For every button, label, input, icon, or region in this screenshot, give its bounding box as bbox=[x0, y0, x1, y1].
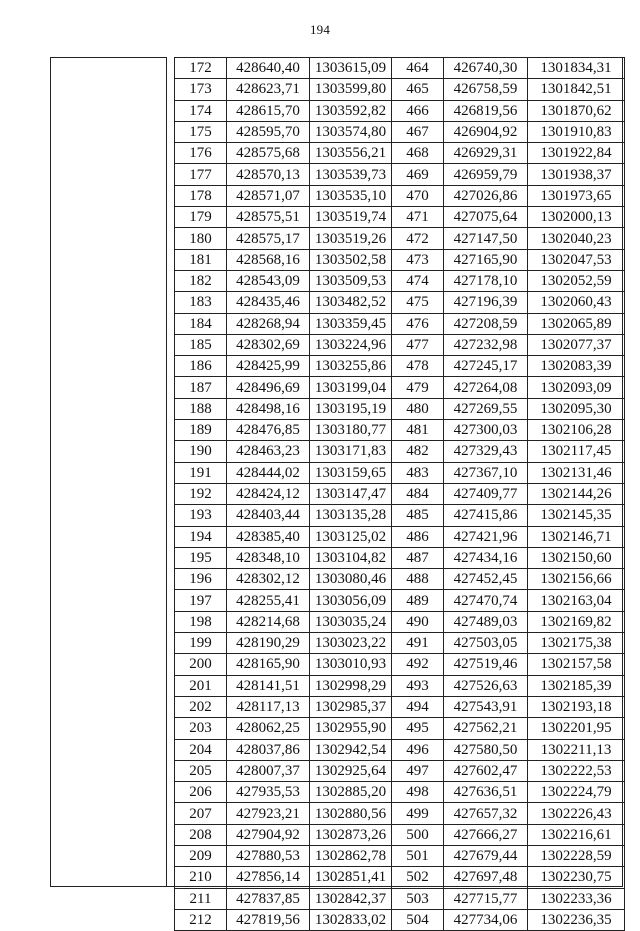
point-number-cell: 184 bbox=[175, 313, 227, 334]
y-coordinate-cell: 1302163,04 bbox=[528, 590, 625, 611]
point-number-cell: 501 bbox=[392, 845, 444, 866]
document-frame bbox=[50, 57, 623, 929]
point-number-cell: 195 bbox=[175, 547, 227, 568]
point-number-cell: 205 bbox=[175, 760, 227, 781]
page-number: 194 bbox=[309, 22, 331, 37]
table-row bbox=[175, 824, 625, 845]
point-number-cell: 482 bbox=[392, 441, 444, 462]
y-coordinate-cell: 1302955,90 bbox=[310, 718, 392, 739]
table-row bbox=[175, 58, 625, 79]
table-row bbox=[175, 547, 625, 568]
point-number-cell: 466 bbox=[392, 100, 444, 121]
table-row bbox=[175, 590, 625, 611]
x-coordinate-cell: 427434,16 bbox=[444, 547, 528, 568]
x-coordinate-cell: 427679,44 bbox=[444, 845, 528, 866]
point-number-cell: 189 bbox=[175, 420, 227, 441]
point-number-cell: 191 bbox=[175, 462, 227, 483]
y-coordinate-cell: 1302000,13 bbox=[528, 207, 625, 228]
point-number-cell: 180 bbox=[175, 228, 227, 249]
y-coordinate-cell: 1302040,23 bbox=[528, 228, 625, 249]
point-number-cell: 193 bbox=[175, 505, 227, 526]
table-row bbox=[175, 462, 625, 483]
x-coordinate-cell: 427935,53 bbox=[227, 782, 310, 803]
x-coordinate-cell: 428570,13 bbox=[227, 164, 310, 185]
table-row bbox=[175, 718, 625, 739]
point-number-cell: 198 bbox=[175, 611, 227, 632]
table-row bbox=[175, 569, 625, 590]
point-number-cell: 493 bbox=[392, 675, 444, 696]
point-number-cell: 491 bbox=[392, 633, 444, 654]
table-row bbox=[175, 164, 625, 185]
table-row bbox=[175, 739, 625, 760]
y-coordinate-cell: 1302228,59 bbox=[528, 845, 625, 866]
y-coordinate-cell: 1302873,26 bbox=[310, 824, 392, 845]
table-row bbox=[175, 867, 625, 888]
x-coordinate-cell: 428623,71 bbox=[227, 79, 310, 100]
point-number-cell: 204 bbox=[175, 739, 227, 760]
x-coordinate-cell: 428348,10 bbox=[227, 547, 310, 568]
point-number-cell: 187 bbox=[175, 377, 227, 398]
point-number-cell: 484 bbox=[392, 483, 444, 504]
table-row bbox=[175, 313, 625, 334]
x-coordinate-cell: 428141,51 bbox=[227, 675, 310, 696]
point-number-cell: 172 bbox=[175, 58, 227, 79]
y-coordinate-cell: 1302842,37 bbox=[310, 888, 392, 909]
point-number-cell: 488 bbox=[392, 569, 444, 590]
x-coordinate-cell: 428190,29 bbox=[227, 633, 310, 654]
point-number-cell: 487 bbox=[392, 547, 444, 568]
x-coordinate-cell: 426819,56 bbox=[444, 100, 528, 121]
table-row bbox=[175, 420, 625, 441]
y-coordinate-cell: 1302862,78 bbox=[310, 845, 392, 866]
coordinates-table bbox=[174, 57, 625, 931]
table-row bbox=[175, 143, 625, 164]
point-number-cell: 471 bbox=[392, 207, 444, 228]
table-row bbox=[175, 803, 625, 824]
x-coordinate-cell: 427526,63 bbox=[444, 675, 528, 696]
point-number-cell: 472 bbox=[392, 228, 444, 249]
y-coordinate-cell: 1302201,95 bbox=[528, 718, 625, 739]
point-number-cell: 181 bbox=[175, 249, 227, 270]
point-number-cell: 481 bbox=[392, 420, 444, 441]
x-coordinate-cell: 427819,56 bbox=[227, 909, 310, 930]
y-coordinate-cell: 1302222,53 bbox=[528, 760, 625, 781]
x-coordinate-cell: 427543,91 bbox=[444, 696, 528, 717]
x-coordinate-cell: 426740,30 bbox=[444, 58, 528, 79]
table-row bbox=[175, 249, 625, 270]
x-coordinate-cell: 426758,59 bbox=[444, 79, 528, 100]
y-coordinate-cell: 1303519,26 bbox=[310, 228, 392, 249]
y-coordinate-cell: 1303539,73 bbox=[310, 164, 392, 185]
y-coordinate-cell: 1303147,47 bbox=[310, 483, 392, 504]
x-coordinate-cell: 428595,70 bbox=[227, 121, 310, 142]
point-number-cell: 485 bbox=[392, 505, 444, 526]
y-coordinate-cell: 1303035,24 bbox=[310, 611, 392, 632]
y-coordinate-cell: 1302193,18 bbox=[528, 696, 625, 717]
x-coordinate-cell: 427452,45 bbox=[444, 569, 528, 590]
y-coordinate-cell: 1302077,37 bbox=[528, 334, 625, 355]
x-coordinate-cell: 427904,92 bbox=[227, 824, 310, 845]
y-coordinate-cell: 1303159,65 bbox=[310, 462, 392, 483]
y-coordinate-cell: 1303010,93 bbox=[310, 654, 392, 675]
y-coordinate-cell: 1302169,82 bbox=[528, 611, 625, 632]
x-coordinate-cell: 427409,77 bbox=[444, 483, 528, 504]
y-coordinate-cell: 1301938,37 bbox=[528, 164, 625, 185]
y-coordinate-cell: 1302156,66 bbox=[528, 569, 625, 590]
x-coordinate-cell: 428255,41 bbox=[227, 590, 310, 611]
y-coordinate-cell: 1303592,82 bbox=[310, 100, 392, 121]
x-coordinate-cell: 428571,07 bbox=[227, 185, 310, 206]
y-coordinate-cell: 1303125,02 bbox=[310, 526, 392, 547]
x-coordinate-cell: 427329,43 bbox=[444, 441, 528, 462]
table-row bbox=[175, 79, 625, 100]
x-coordinate-cell: 427165,90 bbox=[444, 249, 528, 270]
x-coordinate-cell: 427415,86 bbox=[444, 505, 528, 526]
y-coordinate-cell: 1302047,53 bbox=[528, 249, 625, 270]
y-coordinate-cell: 1303615,09 bbox=[310, 58, 392, 79]
x-coordinate-cell: 427245,17 bbox=[444, 356, 528, 377]
point-number-cell: 203 bbox=[175, 718, 227, 739]
point-number-cell: 201 bbox=[175, 675, 227, 696]
point-number-cell: 475 bbox=[392, 292, 444, 313]
x-coordinate-cell: 427636,51 bbox=[444, 782, 528, 803]
x-coordinate-cell: 428496,69 bbox=[227, 377, 310, 398]
y-coordinate-cell: 1302157,58 bbox=[528, 654, 625, 675]
table-row bbox=[175, 356, 625, 377]
point-number-cell: 470 bbox=[392, 185, 444, 206]
y-coordinate-cell: 1303171,83 bbox=[310, 441, 392, 462]
left-blank-column bbox=[51, 57, 167, 886]
x-coordinate-cell: 428062,25 bbox=[227, 718, 310, 739]
y-coordinate-cell: 1302942,54 bbox=[310, 739, 392, 760]
point-number-cell: 469 bbox=[392, 164, 444, 185]
top-rule bbox=[51, 57, 166, 58]
x-coordinate-cell: 426929,31 bbox=[444, 143, 528, 164]
y-coordinate-cell: 1303599,80 bbox=[310, 79, 392, 100]
x-coordinate-cell: 427880,53 bbox=[227, 845, 310, 866]
point-number-cell: 489 bbox=[392, 590, 444, 611]
point-number-cell: 495 bbox=[392, 718, 444, 739]
y-coordinate-cell: 1303056,09 bbox=[310, 590, 392, 611]
x-coordinate-cell: 427489,03 bbox=[444, 611, 528, 632]
x-coordinate-cell: 427602,47 bbox=[444, 760, 528, 781]
x-coordinate-cell: 427697,48 bbox=[444, 867, 528, 888]
table-row bbox=[175, 207, 625, 228]
x-coordinate-cell: 428444,02 bbox=[227, 462, 310, 483]
point-number-cell: 473 bbox=[392, 249, 444, 270]
y-coordinate-cell: 1302880,56 bbox=[310, 803, 392, 824]
y-coordinate-cell: 1302175,38 bbox=[528, 633, 625, 654]
point-number-cell: 476 bbox=[392, 313, 444, 334]
x-coordinate-cell: 427232,98 bbox=[444, 334, 528, 355]
x-coordinate-cell: 427147,50 bbox=[444, 228, 528, 249]
y-coordinate-cell: 1302150,60 bbox=[528, 547, 625, 568]
x-coordinate-cell: 427367,10 bbox=[444, 462, 528, 483]
y-coordinate-cell: 1302095,30 bbox=[528, 398, 625, 419]
x-coordinate-cell: 427269,55 bbox=[444, 398, 528, 419]
point-number-cell: 479 bbox=[392, 377, 444, 398]
point-number-cell: 207 bbox=[175, 803, 227, 824]
y-coordinate-cell: 1302885,20 bbox=[310, 782, 392, 803]
y-coordinate-cell: 1302093,09 bbox=[528, 377, 625, 398]
point-number-cell: 212 bbox=[175, 909, 227, 930]
x-coordinate-cell: 428007,37 bbox=[227, 760, 310, 781]
y-coordinate-cell: 1303199,04 bbox=[310, 377, 392, 398]
table-row bbox=[175, 334, 625, 355]
x-coordinate-cell: 428575,68 bbox=[227, 143, 310, 164]
x-coordinate-cell: 428498,16 bbox=[227, 398, 310, 419]
point-number-cell: 478 bbox=[392, 356, 444, 377]
table-row bbox=[175, 675, 625, 696]
table-row bbox=[175, 888, 625, 909]
x-coordinate-cell: 427580,50 bbox=[444, 739, 528, 760]
point-number-cell: 494 bbox=[392, 696, 444, 717]
point-number-cell: 496 bbox=[392, 739, 444, 760]
x-coordinate-cell: 427421,96 bbox=[444, 526, 528, 547]
y-coordinate-cell: 1302226,43 bbox=[528, 803, 625, 824]
y-coordinate-cell: 1302233,36 bbox=[528, 888, 625, 909]
y-coordinate-cell: 1302985,37 bbox=[310, 696, 392, 717]
x-coordinate-cell: 427196,39 bbox=[444, 292, 528, 313]
x-coordinate-cell: 427470,74 bbox=[444, 590, 528, 611]
x-coordinate-cell: 428214,68 bbox=[227, 611, 310, 632]
y-coordinate-cell: 1303535,10 bbox=[310, 185, 392, 206]
point-number-cell: 499 bbox=[392, 803, 444, 824]
x-coordinate-cell: 428640,40 bbox=[227, 58, 310, 79]
point-number-cell: 200 bbox=[175, 654, 227, 675]
point-number-cell: 179 bbox=[175, 207, 227, 228]
x-coordinate-cell: 428575,17 bbox=[227, 228, 310, 249]
y-coordinate-cell: 1302083,39 bbox=[528, 356, 625, 377]
y-coordinate-cell: 1303359,45 bbox=[310, 313, 392, 334]
x-coordinate-cell: 427208,59 bbox=[444, 313, 528, 334]
x-coordinate-cell: 427026,86 bbox=[444, 185, 528, 206]
x-coordinate-cell: 427300,03 bbox=[444, 420, 528, 441]
table-row bbox=[175, 100, 625, 121]
x-coordinate-cell: 428435,46 bbox=[227, 292, 310, 313]
point-number-cell: 490 bbox=[392, 611, 444, 632]
y-coordinate-cell: 1303556,21 bbox=[310, 143, 392, 164]
table-row bbox=[175, 270, 625, 291]
point-number-cell: 500 bbox=[392, 824, 444, 845]
point-number-cell: 209 bbox=[175, 845, 227, 866]
x-coordinate-cell: 428615,70 bbox=[227, 100, 310, 121]
point-number-cell: 210 bbox=[175, 867, 227, 888]
x-coordinate-cell: 428403,44 bbox=[227, 505, 310, 526]
point-number-cell: 183 bbox=[175, 292, 227, 313]
table-row bbox=[175, 185, 625, 206]
y-coordinate-cell: 1301834,31 bbox=[528, 58, 625, 79]
table-row bbox=[175, 398, 625, 419]
point-number-cell: 199 bbox=[175, 633, 227, 654]
x-coordinate-cell: 428476,85 bbox=[227, 420, 310, 441]
x-coordinate-cell: 427715,77 bbox=[444, 888, 528, 909]
y-coordinate-cell: 1301870,62 bbox=[528, 100, 625, 121]
point-number-cell: 480 bbox=[392, 398, 444, 419]
point-number-cell: 186 bbox=[175, 356, 227, 377]
coordinates-table-body bbox=[175, 58, 625, 931]
point-number-cell: 202 bbox=[175, 696, 227, 717]
y-coordinate-cell: 1303482,52 bbox=[310, 292, 392, 313]
y-coordinate-cell: 1303080,46 bbox=[310, 569, 392, 590]
point-number-cell: 208 bbox=[175, 824, 227, 845]
point-number-cell: 503 bbox=[392, 888, 444, 909]
table-row bbox=[175, 611, 625, 632]
table-row bbox=[175, 526, 625, 547]
y-coordinate-cell: 1302833,02 bbox=[310, 909, 392, 930]
point-number-cell: 483 bbox=[392, 462, 444, 483]
y-coordinate-cell: 1303104,82 bbox=[310, 547, 392, 568]
table-row bbox=[175, 377, 625, 398]
point-number-cell: 502 bbox=[392, 867, 444, 888]
x-coordinate-cell: 427923,21 bbox=[227, 803, 310, 824]
x-coordinate-cell: 428424,12 bbox=[227, 483, 310, 504]
y-coordinate-cell: 1302131,46 bbox=[528, 462, 625, 483]
point-number-cell: 182 bbox=[175, 270, 227, 291]
y-coordinate-cell: 1301922,84 bbox=[528, 143, 625, 164]
table-row bbox=[175, 845, 625, 866]
point-number-cell: 173 bbox=[175, 79, 227, 100]
point-number-cell: 468 bbox=[392, 143, 444, 164]
x-coordinate-cell: 426904,92 bbox=[444, 121, 528, 142]
y-coordinate-cell: 1301910,83 bbox=[528, 121, 625, 142]
y-coordinate-cell: 1303574,80 bbox=[310, 121, 392, 142]
y-coordinate-cell: 1302145,35 bbox=[528, 505, 625, 526]
y-coordinate-cell: 1302060,43 bbox=[528, 292, 625, 313]
y-coordinate-cell: 1302230,75 bbox=[528, 867, 625, 888]
x-coordinate-cell: 428037,86 bbox=[227, 739, 310, 760]
x-coordinate-cell: 428385,40 bbox=[227, 526, 310, 547]
point-number-cell: 177 bbox=[175, 164, 227, 185]
y-coordinate-cell: 1301842,51 bbox=[528, 79, 625, 100]
x-coordinate-cell: 426959,79 bbox=[444, 164, 528, 185]
point-number-cell: 492 bbox=[392, 654, 444, 675]
point-number-cell: 192 bbox=[175, 483, 227, 504]
y-coordinate-cell: 1303255,86 bbox=[310, 356, 392, 377]
point-number-cell: 206 bbox=[175, 782, 227, 803]
x-coordinate-cell: 428568,16 bbox=[227, 249, 310, 270]
table-row bbox=[175, 228, 625, 249]
y-coordinate-cell: 1303224,96 bbox=[310, 334, 392, 355]
x-coordinate-cell: 427519,46 bbox=[444, 654, 528, 675]
point-number-cell: 197 bbox=[175, 590, 227, 611]
table-row bbox=[175, 782, 625, 803]
table-row bbox=[175, 909, 625, 930]
point-number-cell: 196 bbox=[175, 569, 227, 590]
x-coordinate-cell: 428463,23 bbox=[227, 441, 310, 462]
point-number-cell: 190 bbox=[175, 441, 227, 462]
y-coordinate-cell: 1303180,77 bbox=[310, 420, 392, 441]
x-coordinate-cell: 428302,12 bbox=[227, 569, 310, 590]
point-number-cell: 178 bbox=[175, 185, 227, 206]
x-coordinate-cell: 427562,21 bbox=[444, 718, 528, 739]
point-number-cell: 175 bbox=[175, 121, 227, 142]
point-number-cell: 474 bbox=[392, 270, 444, 291]
point-number-cell: 194 bbox=[175, 526, 227, 547]
table-row bbox=[175, 654, 625, 675]
point-number-cell: 188 bbox=[175, 398, 227, 419]
point-number-cell: 477 bbox=[392, 334, 444, 355]
point-number-cell: 486 bbox=[392, 526, 444, 547]
table-row bbox=[175, 696, 625, 717]
y-coordinate-cell: 1301973,65 bbox=[528, 185, 625, 206]
y-coordinate-cell: 1302185,39 bbox=[528, 675, 625, 696]
point-number-cell: 176 bbox=[175, 143, 227, 164]
x-coordinate-cell: 427264,08 bbox=[444, 377, 528, 398]
y-coordinate-cell: 1302144,26 bbox=[528, 483, 625, 504]
x-coordinate-cell: 427075,64 bbox=[444, 207, 528, 228]
point-number-cell: 174 bbox=[175, 100, 227, 121]
y-coordinate-cell: 1303509,53 bbox=[310, 270, 392, 291]
y-coordinate-cell: 1303519,74 bbox=[310, 207, 392, 228]
y-coordinate-cell: 1303023,22 bbox=[310, 633, 392, 654]
x-coordinate-cell: 427178,10 bbox=[444, 270, 528, 291]
x-coordinate-cell: 427734,06 bbox=[444, 909, 528, 930]
y-coordinate-cell: 1303195,19 bbox=[310, 398, 392, 419]
point-number-cell: 497 bbox=[392, 760, 444, 781]
x-coordinate-cell: 428268,94 bbox=[227, 313, 310, 334]
y-coordinate-cell: 1303502,58 bbox=[310, 249, 392, 270]
y-coordinate-cell: 1302236,35 bbox=[528, 909, 625, 930]
table-row bbox=[175, 441, 625, 462]
x-coordinate-cell: 428165,90 bbox=[227, 654, 310, 675]
y-coordinate-cell: 1302052,59 bbox=[528, 270, 625, 291]
y-coordinate-cell: 1302211,13 bbox=[528, 739, 625, 760]
point-number-cell: 465 bbox=[392, 79, 444, 100]
x-coordinate-cell: 427657,32 bbox=[444, 803, 528, 824]
x-coordinate-cell: 428425,99 bbox=[227, 356, 310, 377]
x-coordinate-cell: 427666,27 bbox=[444, 824, 528, 845]
x-coordinate-cell: 428117,13 bbox=[227, 696, 310, 717]
x-coordinate-cell: 428575,51 bbox=[227, 207, 310, 228]
x-coordinate-cell: 428302,69 bbox=[227, 334, 310, 355]
table-row bbox=[175, 292, 625, 313]
table-row bbox=[175, 483, 625, 504]
y-coordinate-cell: 1302106,28 bbox=[528, 420, 625, 441]
y-coordinate-cell: 1302065,89 bbox=[528, 313, 625, 334]
point-number-cell: 464 bbox=[392, 58, 444, 79]
y-coordinate-cell: 1302146,71 bbox=[528, 526, 625, 547]
table-row bbox=[175, 633, 625, 654]
y-coordinate-cell: 1302216,61 bbox=[528, 824, 625, 845]
table-row bbox=[175, 505, 625, 526]
y-coordinate-cell: 1302117,45 bbox=[528, 441, 625, 462]
point-number-cell: 211 bbox=[175, 888, 227, 909]
y-coordinate-cell: 1302851,41 bbox=[310, 867, 392, 888]
y-coordinate-cell: 1303135,28 bbox=[310, 505, 392, 526]
x-coordinate-cell: 427503,05 bbox=[444, 633, 528, 654]
table-row bbox=[175, 121, 625, 142]
point-number-cell: 185 bbox=[175, 334, 227, 355]
x-coordinate-cell: 427837,85 bbox=[227, 888, 310, 909]
y-coordinate-cell: 1302998,29 bbox=[310, 675, 392, 696]
point-number-cell: 498 bbox=[392, 782, 444, 803]
table-row bbox=[175, 760, 625, 781]
point-number-cell: 467 bbox=[392, 121, 444, 142]
x-coordinate-cell: 428543,09 bbox=[227, 270, 310, 291]
y-coordinate-cell: 1302224,79 bbox=[528, 782, 625, 803]
y-coordinate-cell: 1302925,64 bbox=[310, 760, 392, 781]
x-coordinate-cell: 427856,14 bbox=[227, 867, 310, 888]
point-number-cell: 504 bbox=[392, 909, 444, 930]
